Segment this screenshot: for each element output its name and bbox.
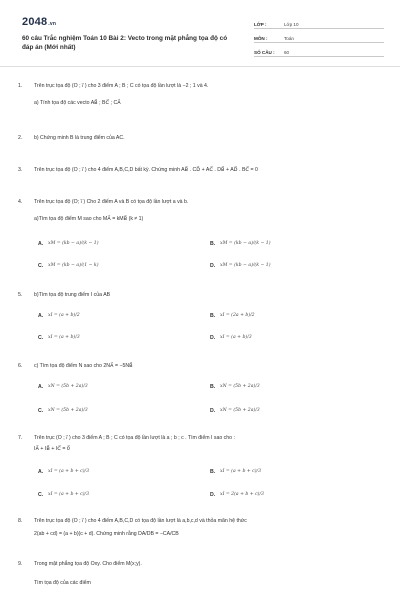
meta-row-count (254, 44, 384, 57)
question-7-sub: IA⃗ + IB⃗ + IC⃗ = 0⃗ (34, 446, 71, 452)
option-formula: xN = (5b + 2a)/3 (48, 408, 88, 413)
option-letter: A. (38, 313, 44, 319)
question-7-option-c[interactable] (38, 491, 89, 499)
option-formula: xM = (kb − a)/(k − 1) (48, 241, 99, 246)
question-text: b) Chứng minh B là trung điểm của AC. (34, 135, 125, 141)
meta-label: SỐ CÂU : (254, 50, 275, 55)
option-letter: C. (38, 335, 44, 341)
option-letter: D. (210, 335, 216, 341)
option-letter: D. (210, 263, 216, 269)
brand-name: 2048 (22, 16, 48, 28)
question-text: b)Tìm tọa độ trung điểm I của AB (34, 292, 111, 298)
option-letter: B. (210, 384, 216, 390)
document-meta (254, 16, 384, 58)
meta-value: Toán (284, 36, 294, 41)
meta-label: MÔN : (254, 36, 268, 41)
question-text: Trên trục tọa độ (O ; i⃗ ) cho 4 điểm A,B,C,D bất kỳ. Chứng minh AB⃗ . CD⃗ + AC⃗ . DB⃗ + AD⃗ . BC⃗ = 0 (34, 167, 258, 173)
question-text: Trong mặt phẳng tọa độ Oxy. Cho điểm M(x;y). (34, 561, 142, 567)
question-4-sub: a)Tìm tọa độ điểm M sao cho MA⃗ = kMB⃗ (k ≠ 1) (34, 216, 144, 222)
question-5-option-c[interactable] (38, 334, 80, 342)
option-formula: xM = (kb − a)/(k − 1) (220, 263, 271, 268)
option-formula: xI = (a + b)/3 (48, 335, 80, 340)
option-formula: xN = (5b + 2a)/3 (220, 408, 260, 413)
question-text: Trên trục (O ; i⃗ ) cho 3 điểm A ; B ; C có tọa độ lần lượt là a ; b ; c . Tìm điểm I sao cho : (34, 435, 235, 441)
meta-value: Lớp 10 (284, 22, 299, 27)
meta-row-subject (254, 30, 384, 43)
question-5-option-a[interactable] (38, 312, 80, 320)
option-formula: xI = (a + b)/3 (220, 335, 252, 340)
question-5-option-d[interactable] (210, 334, 252, 342)
option-letter: C. (38, 492, 44, 498)
option-formula: xI = (a + b + c)/3 (48, 492, 90, 497)
question-9-sub: Tìm tọa độ của các điểm (34, 580, 91, 586)
option-letter: B. (210, 469, 216, 475)
option-letter: B. (210, 313, 216, 319)
question-text: Trên trục tọa độ (O ; i⃗ ) cho 4 điểm A,B,C,D có tọa độ lần lượt là a,b,c,d và thỏa mãn hệ thức (34, 518, 247, 524)
question-number: 6. (18, 363, 23, 369)
question-number: 8. (18, 518, 23, 524)
question-number: 4. (18, 199, 23, 205)
question-4-option-d[interactable] (210, 262, 271, 270)
meta-label: LỚP : (254, 22, 267, 27)
option-formula: xM = (kb − a)/(1 − k) (48, 263, 99, 268)
option-letter: D. (210, 492, 216, 498)
option-letter: A. (38, 241, 44, 247)
question-text: Trên trục tọa độ (O ; i⃗ ) cho 3 điểm A ; B ; C có tọa độ lần lượt là −2 ; 1 và 4. (34, 83, 209, 89)
option-formula: xN = (5b + 2a)/3 (220, 384, 260, 389)
question-number: 5. (18, 292, 23, 298)
question-6-option-d[interactable] (210, 407, 260, 415)
option-formula: xM = (kb − a)/(k − 1) (220, 241, 271, 246)
option-formula: xI = (a + b)/2 (48, 313, 80, 318)
question-6-option-b[interactable] (210, 383, 260, 391)
question-number: 1. (18, 83, 23, 89)
question-5-option-b[interactable] (210, 312, 255, 320)
question-7-option-b[interactable] (210, 468, 261, 476)
question-text: c) Tìm tọa độ điểm N sao cho 2NA⃗ = −5NB⃗ (34, 363, 133, 369)
option-letter: C. (38, 408, 44, 414)
option-letter: A. (38, 384, 44, 390)
question-1-sub: a) Tính tọa độ các vecto AB⃗ ; BC⃗ ; CA⃗ (34, 100, 121, 106)
question-4-option-c[interactable] (38, 262, 99, 270)
question-text: Trên trục tọa độ (O; i⃗ ) Cho 2 điểm A và B có tọa độ lần lượt a và b. (34, 199, 189, 205)
option-formula: xI = 2(a + b + c)/3 (220, 492, 264, 497)
document-header (0, 0, 400, 64)
option-formula: xI = (2a + b)/2 (220, 313, 255, 318)
question-number: 7. (18, 435, 23, 441)
question-7-option-a[interactable] (38, 468, 89, 476)
question-number: 9. (18, 561, 23, 567)
question-6-option-c[interactable] (38, 407, 88, 415)
question-4-option-b[interactable] (210, 240, 271, 248)
document-title: 60 câu Trắc nghiệm Toán 10 Bài 2: Vecto trong mặt phẳng tọa độ có đáp án (Mới nhất) (22, 35, 228, 51)
brand-logo[interactable] (22, 16, 56, 28)
question-6-option-a[interactable] (38, 383, 88, 391)
option-letter: A. (38, 469, 44, 475)
meta-value: 60 (284, 50, 290, 55)
question-4-option-a[interactable] (38, 240, 99, 248)
option-formula: xI = (a + b + c)/3 (220, 469, 262, 474)
option-letter: D. (210, 408, 216, 414)
question-number: 3. (18, 167, 23, 173)
question-8-sub: 2(ab + cd) = (a + b)(c + d). Chứng minh rằng DA/DB = −CA/CB (34, 531, 179, 537)
meta-row-class (254, 16, 384, 29)
option-letter: B. (210, 241, 216, 247)
question-number: 2. (18, 135, 23, 141)
option-formula: xN = (5b + 2a)/3 (48, 384, 88, 389)
option-formula: xI = (a + b + c)/3 (48, 469, 90, 474)
brand-suffix: .vn (48, 21, 57, 27)
option-letter: C. (38, 263, 44, 269)
question-7-option-d[interactable] (210, 491, 264, 499)
header-divider (0, 66, 400, 67)
